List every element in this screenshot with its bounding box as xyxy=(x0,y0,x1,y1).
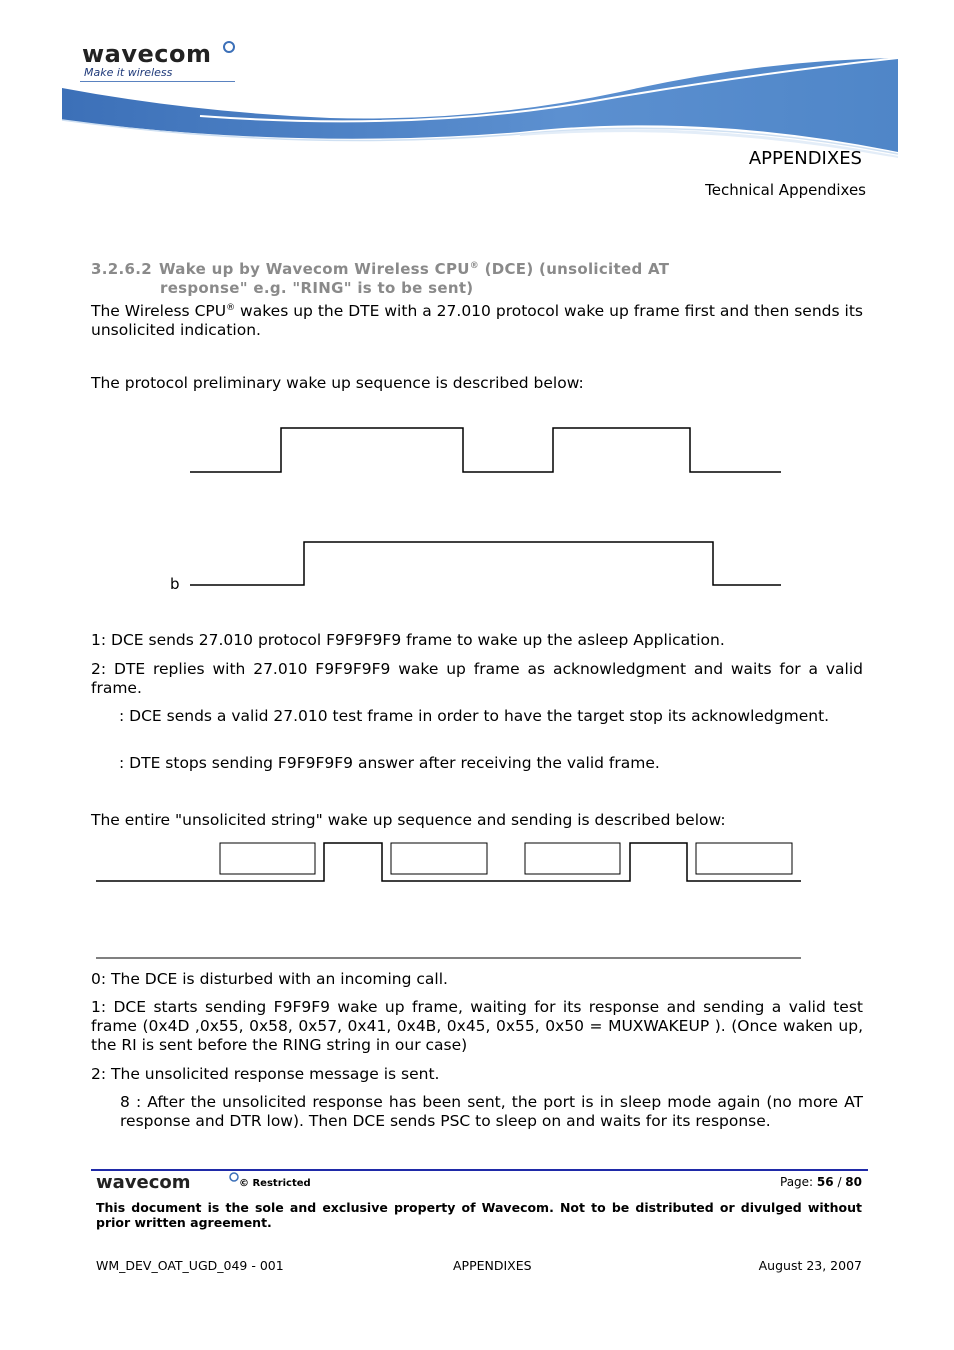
seq-step-1-label: 1: xyxy=(91,998,107,1016)
entire-sequence-paragraph: The entire "unsolicited string" wake up sequence and sending is described below: xyxy=(91,811,726,829)
footer-doc-date: August 23, 2007 xyxy=(758,1258,862,1273)
seq-step-0-label: 0: xyxy=(91,970,107,988)
frame-box-2 xyxy=(391,843,487,874)
seq-step-3 xyxy=(120,1093,863,1131)
frame-box-3 xyxy=(525,843,620,874)
section-title-reg: ® xyxy=(469,261,480,271)
footer-rule xyxy=(91,1169,868,1171)
step-1-label: 1: xyxy=(91,631,107,649)
step-3 xyxy=(119,707,863,726)
intro-text-a: The Wireless CPU xyxy=(91,302,227,321)
header-title: APPENDIXES xyxy=(748,148,862,169)
header-logo: wavecom xyxy=(82,40,212,68)
frame-box-1 xyxy=(220,843,315,874)
timing-line-2 xyxy=(190,542,781,585)
frame-box-4 xyxy=(696,843,792,874)
proto-text-c: is described below: xyxy=(430,374,584,392)
intro-paragraph xyxy=(91,299,863,340)
section-heading xyxy=(91,257,863,298)
intro-reg: ® xyxy=(226,303,236,313)
header-subtitle: Technical Appendixes xyxy=(705,181,866,199)
step-4 xyxy=(119,754,863,773)
page-label: Page: xyxy=(780,1175,817,1189)
seq-step-1-text: DCE starts sending F9F9F9 wake up frame, waiting for its response and sending a valid test frame (0x4D ,0x55, 0x58, 0x57, 0x41, 0x4B, 0x45, 0x55, 0x50 = MUXWAKEUP ). (Once waken up, the RI is sent before the RING string in our case) xyxy=(91,998,863,1054)
step-3-text: DCE sends a valid 27.010 test frame in order to have the target stop its acknowledgment. xyxy=(124,707,830,725)
section-title-line1: Wake up by Wavecom Wireless CPU xyxy=(159,260,470,278)
seq-step-1 xyxy=(91,998,863,1055)
page-number: 56 xyxy=(816,1175,834,1189)
seq-step-2-text: The unsolicited response message is sent. xyxy=(106,1065,440,1083)
step-2 xyxy=(91,660,863,698)
seq-step-2 xyxy=(91,1065,863,1084)
seq-step-3-text: : After the unsolicited response has been sent, the port is in sleep mode again (no more AT response and DTR low). Then DCE sends PSC to sleep on and waits for its response. xyxy=(120,1093,863,1130)
header-logo-underline xyxy=(80,81,235,82)
page-total: 80 xyxy=(845,1175,862,1189)
proto-text-a: The protocol xyxy=(91,374,193,392)
section-number: 3.2.6.2 xyxy=(91,260,152,278)
footer-doc-section: APPENDIXES xyxy=(453,1258,532,1273)
step-1 xyxy=(91,631,863,650)
step-3-label: : xyxy=(119,707,125,725)
timing-label-b: b xyxy=(170,575,180,593)
step-2-text: DTE replies with 27.010 F9F9F9F9 wake up frame as acknowledgment and waits for a valid frame. xyxy=(91,660,863,697)
timing-line-1 xyxy=(190,428,781,472)
footer-doc-ref: WM_DEV_OAT_UGD_049 - 001 xyxy=(96,1258,284,1273)
step-4-text: DTE stops sending F9F9F9F9 answer after receiving the valid frame. xyxy=(124,754,660,772)
footer-restricted: © Restricted xyxy=(239,1178,311,1189)
seq-step-0 xyxy=(91,970,863,989)
intro-text-b: wakes up the DTE with a 27.010 protocol wake up frame first and then sends its unsolicited indication. xyxy=(91,302,863,340)
protocol-paragraph xyxy=(91,374,863,393)
page-separator: / xyxy=(833,1175,846,1189)
step-2-label: 2: xyxy=(91,660,107,678)
step-4-label: : xyxy=(119,754,125,772)
seq-step-2-label: 2: xyxy=(91,1065,107,1083)
header-tagline: Make it wireless xyxy=(84,66,173,79)
seq-step-0-text: The DCE is disturbed with an incoming call. xyxy=(106,970,448,988)
footer-logo-swirl-icon xyxy=(230,1173,238,1181)
proto-text-b: preliminary wake up sequence xyxy=(192,374,431,392)
section-title-line2: response" e.g. "RING" is to be sent) xyxy=(160,279,474,297)
footer-logo: wavecom xyxy=(96,1172,191,1193)
logo-swirl-icon xyxy=(224,42,234,52)
section-title-line1-end: (DCE) (unsolicited AT xyxy=(484,260,670,278)
seq-step-3-label: 8 xyxy=(120,1093,130,1111)
step-1-text: DCE sends 27.010 protocol F9F9F9F9 frame to wake up the asleep Application. xyxy=(106,631,725,649)
footer-page xyxy=(780,1175,862,1189)
footer-note: This document is the sole and exclusive property of Wavecom. Not to be distributed or divulged without prior written agreement. xyxy=(96,1200,862,1230)
